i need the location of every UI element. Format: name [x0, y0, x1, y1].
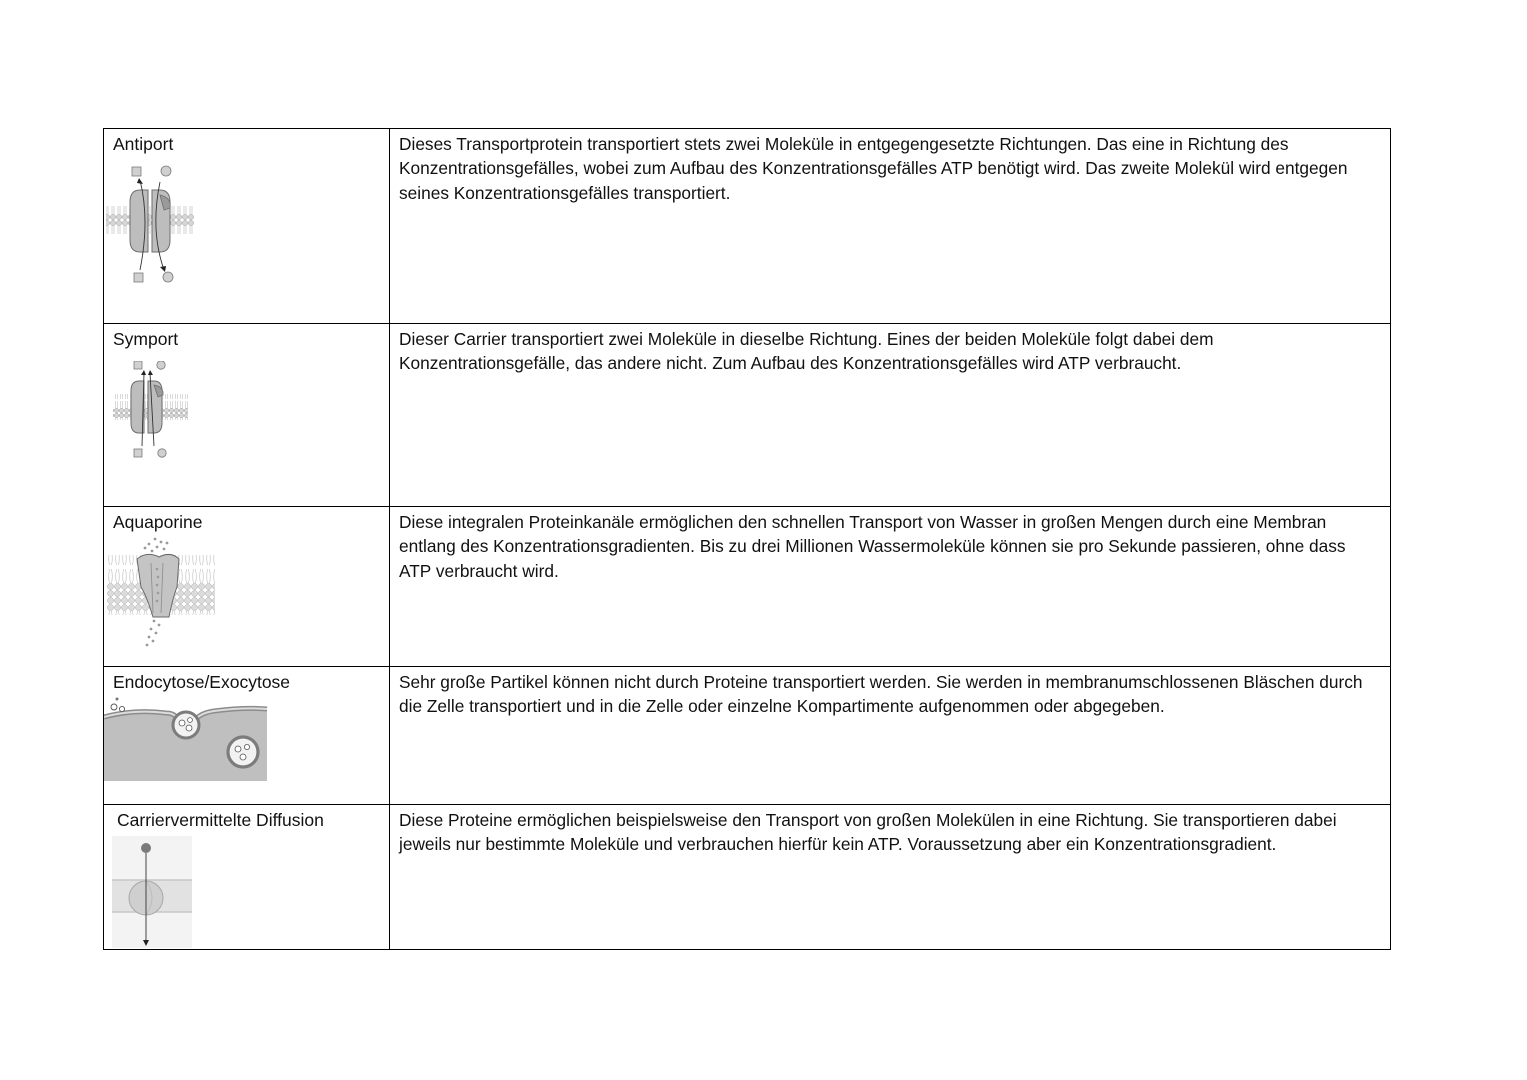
- particle: [111, 704, 117, 710]
- term-label: Aquaporine: [113, 512, 203, 532]
- transport-table: [103, 128, 1391, 950]
- table-row: [104, 667, 1391, 805]
- square-molecule-top: [132, 167, 141, 176]
- term-cell: [104, 324, 390, 507]
- vesicle-internal: [228, 737, 258, 767]
- round-molecule-bottom: [158, 449, 166, 457]
- antiport-diagram: [104, 160, 199, 285]
- description-cell: [390, 324, 1391, 507]
- description-cell: [390, 507, 1391, 667]
- description-cell: [390, 667, 1391, 805]
- round-molecule-bottom: [163, 272, 173, 282]
- table-row: [104, 805, 1391, 950]
- endocytosis-diagram: [104, 695, 269, 783]
- square-molecule-top: [134, 361, 142, 369]
- term-cell: [104, 667, 390, 805]
- membrane-band: [106, 205, 194, 235]
- description-cell: [390, 129, 1391, 324]
- carrier-protein: [131, 381, 144, 433]
- term-label: Antiport: [113, 134, 174, 154]
- square-molecule-bottom: [134, 449, 142, 457]
- table-row: [104, 129, 1391, 324]
- transport-table-container: [103, 128, 1390, 950]
- round-molecule-top: [161, 166, 171, 176]
- round-molecule-top: [157, 361, 165, 369]
- transported-molecule: [141, 843, 151, 853]
- table-row: [104, 507, 1391, 667]
- description-cell: [390, 805, 1391, 950]
- term-cell: [104, 129, 390, 324]
- term-label: Symport: [113, 329, 179, 349]
- description-text: Diese Proteine ermöglichen beispielsweise den Transport von großen Molekülen in eine Richtung. Sie transportieren dabei jeweils nur bestimmte Moleküle und verbrauchen hierfür kein ATP. Voraussetzung aber ein Konzentrationsgradient.: [399, 810, 1337, 855]
- term-label: Endocytose/Exocytose: [113, 672, 291, 692]
- description-text: Dieser Carrier transportiert zwei Moleküle in dieselbe Richtung. Eines der beiden Moleküle folgt dabei dem Konzentrationsgefälle, das andere nicht. Zum Aufbau des Konzentrationsgefälles wird ATP verbraucht.: [399, 329, 1214, 374]
- square-molecule-bottom: [134, 273, 143, 282]
- symport-diagram: [104, 361, 189, 466]
- aquaporin-diagram: [107, 537, 219, 649]
- vesicle-budding: [173, 712, 199, 738]
- description-text: Diese integralen Proteinkanäle ermöglichen den schnellen Transport von Wasser in großen Mengen durch eine Membran entlang des Konzentrationsgradienten. Bis zu drei Millionen Wassermoleküle können sie pro Sekunde passieren, ohne dass ATP verbraucht wird.: [399, 512, 1346, 581]
- term-cell: [104, 805, 390, 950]
- table-row: [104, 324, 1391, 507]
- carrier-diffusion-diagram: [112, 836, 194, 948]
- description-text: Sehr große Partikel können nicht durch Proteine transportiert werden. Sie werden in membranumschlossenen Bläschen durch die Zelle transportiert und in die Zelle oder einzelne Kompartimente aufgenommen oder abgegeben.: [399, 672, 1363, 717]
- term-label: Carriervermittelte Diffusion: [117, 810, 324, 830]
- description-text: Dieses Transportprotein transportiert stets zwei Moleküle in entgegengesetzte Richtungen. Das eine in Richtung des Konzentrationsgefälles, wobei zum Aufbau des Konzentrationsgefälles ATP benötigt wird. Das zweite Molekül wird entgegen seines Konzentrationsgefälles transportiert.: [399, 134, 1348, 203]
- term-cell: [104, 507, 390, 667]
